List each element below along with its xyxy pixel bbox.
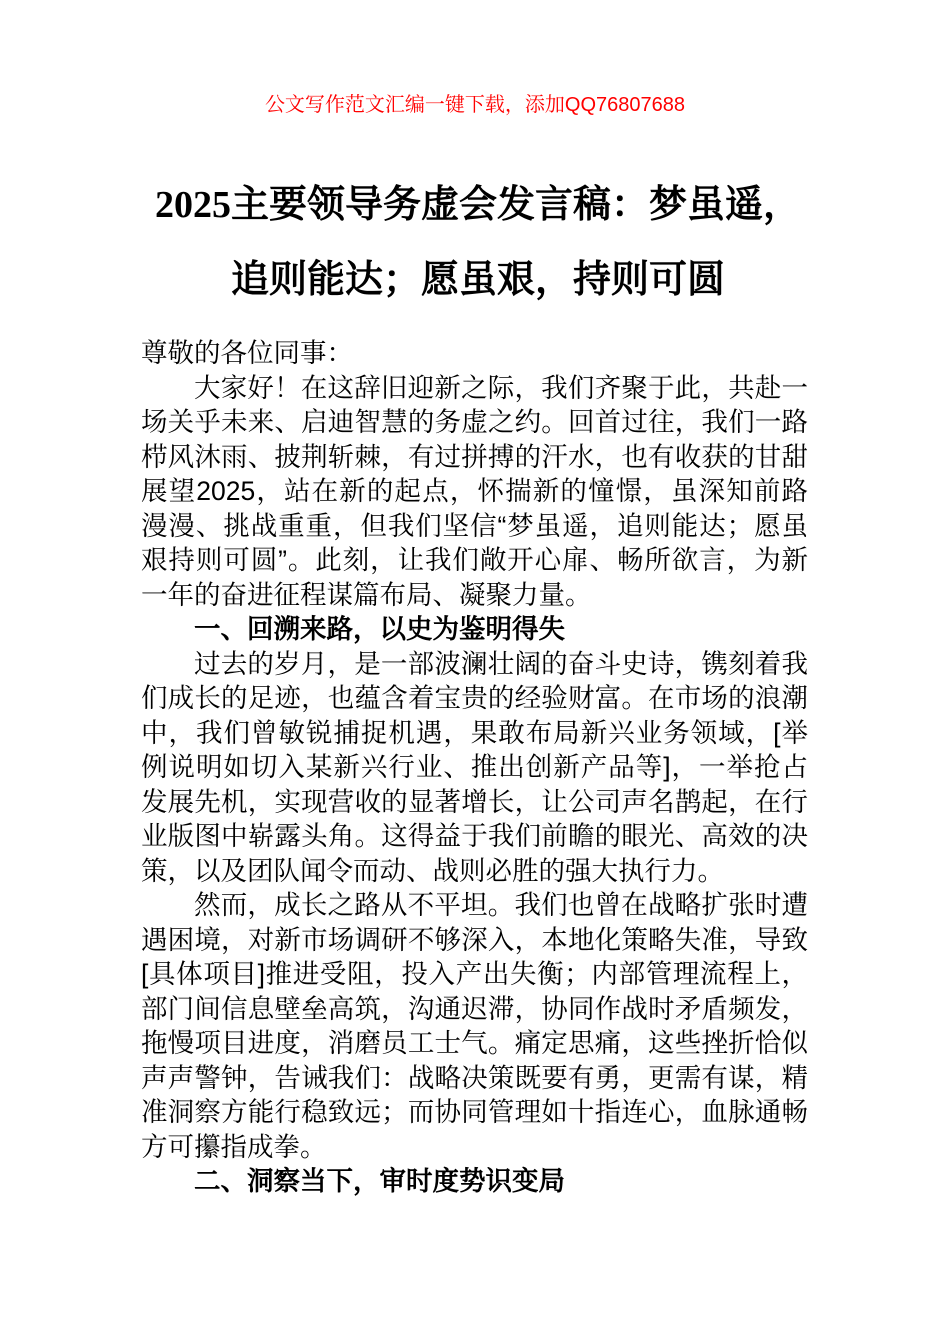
section-heading-2: 二、洞察当下，审时度势识变局 <box>194 1166 565 1196</box>
promo-notice: 公文写作范文汇编一键下载，添加QQ76807688 <box>264 94 686 116</box>
body-paragraph-1: 大家好！在这辞旧迎新之际，我们齐聚于此，共赴一场关乎未来、启迪智慧的务虚之约。回首过往，我们一路栉风沐雨、披荆斩棘，有过拼搏的汗水，也有收获的甘甜展望2025，站在新的起点，怀揣新的憧憬，虽深知前路漫漫、挑战重重，但我们坚信“梦虽遥，追则能达；愿虽艰持则可圆”。此刻，让我们敞开心扉、畅所欲言，为新一年的奋进征程谋篇布局、凝聚力量。 <box>141 372 808 610</box>
document-title: 2025主要领导务虚会发言稿：梦虽遥，追则能达；愿虽艰，持则可圆 <box>154 184 801 301</box>
salutation: 尊敬的各位同事： <box>141 338 353 368</box>
body-paragraph-2: 过去的岁月，是一部波澜壮阔的奋斗史诗，镌刻着我们成长的足迹，也蕴含着宝贵的经验财富。在市场的浪潮中，我们曾敏锐捕捉机遇，果敢布局新兴业务领域，[举例说明如切入某新兴行业、推出创新产品等]，一举抢占发展先机，实现营收的显著增长，让公司声名鹊起，在行业版图中崭露头角。这得益于我们前瞻的眼光、高效的决策，以及团队闻令而动、战则必胜的强大执行力。 <box>141 648 808 886</box>
section-heading-1: 一、回溯来路，以史为鉴明得失 <box>194 614 565 644</box>
document-body <box>141 336 808 1199</box>
body-paragraph-3: 然而，成长之路从不平坦。我们也曾在战略扩张时遭遇困境，对新市场调研不够深入，本地化策略失准，导致[具体项目]推进受阻，投入产出失衡；内部管理流程上，部门间信息壁垒高筑，沟通迟滞，协同作战时矛盾频发，拖慢项目进度，消磨员工士气。痛定思痛，这些挫折恰似声声警钟，告诫我们：战略决策既要有勇，更需有谋，精准洞察方能行稳致远；而协同管理如十指连心，血脉通畅方可攥指成拳。 <box>141 890 808 1162</box>
